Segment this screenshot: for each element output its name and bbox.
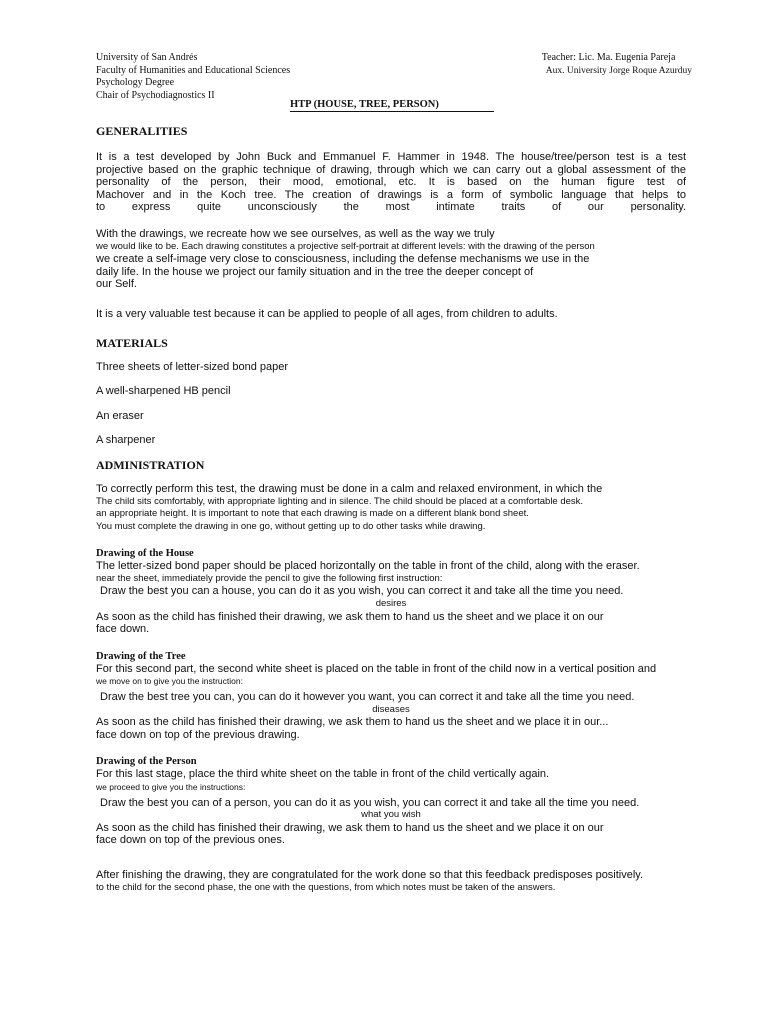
material-item: Three sheets of letter-sized bond paper <box>96 360 289 373</box>
subheading-house: Drawing of the House <box>96 548 194 560</box>
text-line: The letter-sized bond paper should be placed horizontally on the table in front of the child, along with the eraser. <box>96 560 640 573</box>
tree-centered-note: diseases <box>372 703 410 715</box>
person-instruction: Draw the best you can of a person, you can do it as you wish, you can correct it and take all the time you need. <box>100 796 640 809</box>
text-line: we would like to be. Each drawing constitutes a projective self-portrait at different levels: with the drawing of the person <box>96 240 595 252</box>
text-line: our Self. <box>96 278 137 291</box>
generalities-paragraph-2 <box>96 228 686 291</box>
generalities-paragraph-3: It is a very valuable test because it can be applied to people of all ages, from children to adults. <box>96 307 558 320</box>
text-line: As soon as the child has finished their drawing, we ask them to hand us the sheet and we place it on our <box>96 610 604 623</box>
section-heading-administration: ADMINISTRATION <box>96 457 205 472</box>
text-line: projective based on the graphic technique of drawing, through which we can carry out a global assessment of the <box>96 163 686 176</box>
text-line: With the drawings, we recreate how we see ourselves, as well as the way we truly <box>96 227 495 240</box>
tree-instruction: Draw the best tree you can, you can do it however you want, you can correct it and take all the time you need. <box>100 691 635 704</box>
header-institution <box>96 52 290 102</box>
text-line: face down. <box>96 623 150 636</box>
document-title: HTP (HOUSE, TREE, PERSON) <box>290 99 494 112</box>
administration-paragraph <box>96 483 686 533</box>
text-line: As soon as the child has finished their drawing, we ask them to hand us the sheet and we place it in our... <box>96 716 609 729</box>
text-line: we create a self-image very close to consciousness, including the defense mechanisms we use in the <box>96 253 590 266</box>
university-name: University of San Andrés <box>96 52 198 63</box>
text-line: to the child for the second phase, the one with the questions, from which notes must be taken of the answers. <box>96 881 556 893</box>
text-line: It is a test developed by John Buck and Emmanuel F. Hammer in 1948. The house/tree/person test is a test <box>96 151 686 163</box>
material-item: An eraser <box>96 409 144 422</box>
text-line: To correctly perform this test, the drawing must be done in a calm and relaxed environment, in which the <box>96 482 603 495</box>
text-line: You must complete the drawing in one go, without getting up to do other tasks while drawing. <box>96 520 486 532</box>
text-line: As soon as the child has finished their drawing, we ask them to hand us the sheet and we place it on our <box>96 821 604 834</box>
person-centered-note: what you wish <box>361 809 421 821</box>
material-item: A well-sharpened HB pencil <box>96 385 231 398</box>
section-heading-materials: MATERIALS <box>96 335 168 350</box>
text-line: personality of the person, their mood, emotional, etc. It is based on the human figure test of <box>96 176 686 189</box>
text-line: Machover and in the Koch tree. The creation of drawings is a form of symbolic language that helps to <box>96 188 686 201</box>
house-instruction: Draw the best you can a house, you can do it as you wish, you can correct it and take all the time you need. <box>100 585 624 598</box>
closing-paragraph <box>96 869 686 894</box>
text-line: we proceed to give you the instructions: <box>96 782 246 792</box>
degree-name: Psychology Degree <box>96 77 175 88</box>
subheading-person: Drawing of the Person <box>96 756 197 768</box>
text-line: After finishing the drawing, they are congratulated for the work done so that this feedback predisposes positively. <box>96 868 644 881</box>
text-line: The child sits comfortably, with appropriate lighting and in silence. The child should be placed at a comfortable desk. <box>96 495 584 507</box>
material-item: A sharpener <box>96 434 156 447</box>
text-line: an appropriate height. It is important to note that each drawing is made on a different blank bond sheet. <box>96 508 529 520</box>
house-centered-note: desires <box>375 598 407 610</box>
document-body <box>96 120 686 894</box>
text-line: we move on to give you the instruction: <box>96 676 243 687</box>
chair-name: Chair of Psychodiagnostics II <box>96 89 215 101</box>
assistant-name: Aux. University Jorge Roque Azurduy <box>545 65 692 76</box>
text-line: For this last stage, place the third white sheet on the table in front of the child vertically again. <box>96 768 550 781</box>
text-line: to express quite unconsciously the most intimate traits of our personality. <box>96 201 686 214</box>
text-line: face down on top of the previous drawing. <box>96 728 300 741</box>
text-line: For this second part, the second white sheet is placed on the table in front of the child now in a vertical position and <box>96 662 657 675</box>
section-heading-generalities: GENERALITIES <box>96 124 188 138</box>
teacher-name: Teacher: Lic. Ma. Eugenia Pareja <box>541 52 676 63</box>
header-teachers <box>542 52 692 77</box>
text-line: face down on top of the previous ones. <box>96 834 285 847</box>
text-line: near the sheet, immediately provide the pencil to give the following first instruction: <box>96 572 443 584</box>
faculty-name: Faculty of Humanities and Educational Sciences <box>96 64 291 76</box>
text-line: daily life. In the house we project our family situation and in the tree the deeper concept of <box>96 265 534 278</box>
generalities-paragraph-1 <box>96 151 686 214</box>
subheading-tree: Drawing of the Tree <box>96 650 186 662</box>
